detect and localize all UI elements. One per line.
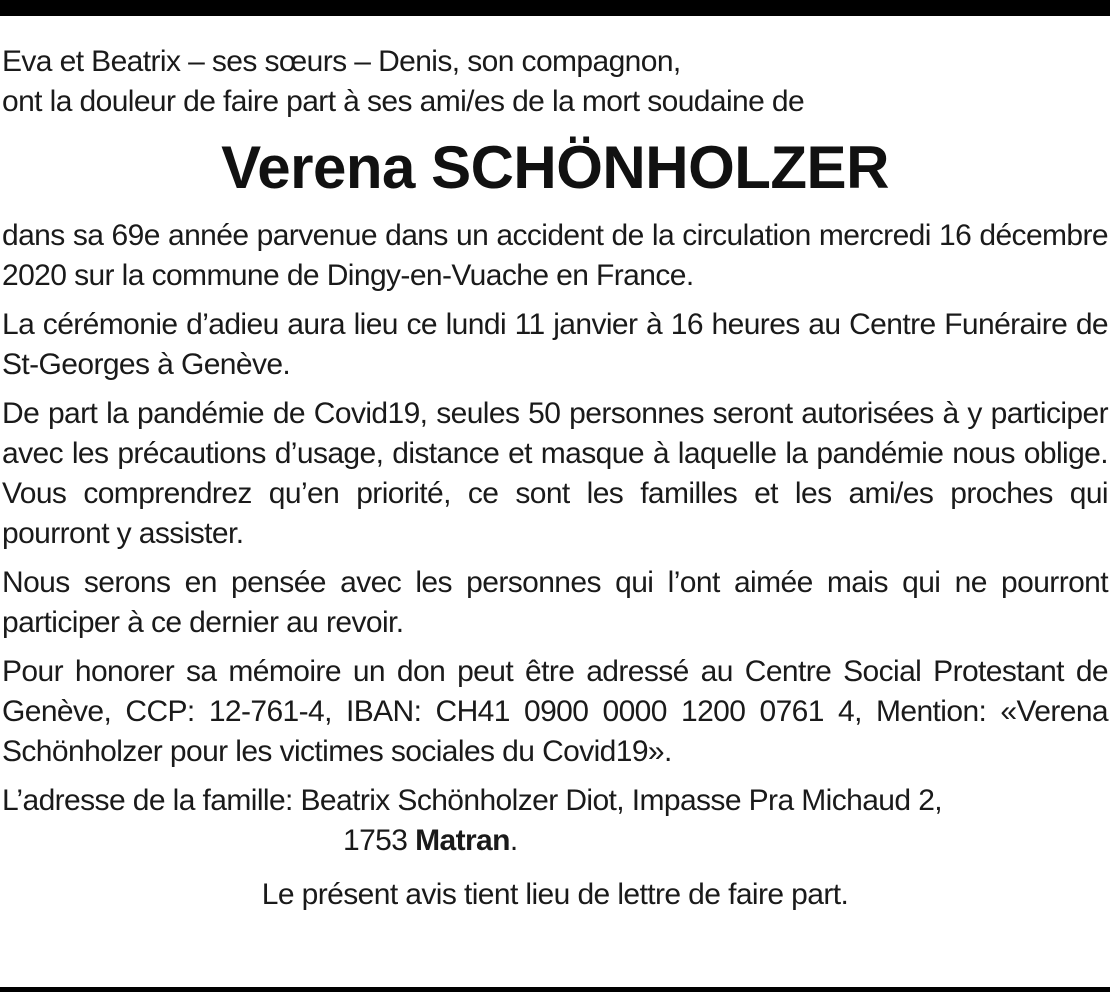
top-border-rule (0, 0, 1110, 16)
address-line-1: L’adresse de la famille: Beatrix Schönholzer Diot, Impasse Pra Michaud 2, (2, 784, 943, 817)
bottom-border-rule (0, 987, 1110, 992)
intro-line-2: ont la douleur de faire part à ses ami/es de la mort soudaine de (2, 85, 805, 118)
paragraph-circumstances: dans sa 69e année parvenue dans un accident de la circulation mercredi 16 décembre 2020 sur la commune de Dingy-en-Vuache en France. (2, 219, 1108, 292)
paragraph-covid: De part la pandémie de Covid19, seules 50 personnes seront autorisées à y participer avec les précautions d’usage, distance et masque à laquelle la pandémie nous oblige. Vous comprendrez qu’en priorité, ce sont les familles et les ami/es proches qui pourront y assister. (2, 397, 1108, 550)
deceased-name: Verena SCHÖNHOLZER (221, 134, 889, 201)
address-suffix: . (509, 824, 518, 857)
paragraph-ceremony: La cérémonie d’adieu aura lieu ce lundi 11 janvier à 16 heures au Centre Funéraire de St-Georges à Genève. (2, 308, 1108, 381)
closing-statement: Le présent avis tient lieu de lettre de faire part. (261, 878, 849, 911)
intro-block (2, 42, 1108, 122)
address-city: Matran (415, 824, 510, 857)
obituary-notice (2, 42, 1108, 915)
paragraph-thoughts: Nous serons en pensée avec les personnes qui l’ont aimée mais qui ne pourront participer à ce dernier au revoir. (2, 566, 1108, 639)
intro-line-1: Eva et Beatrix – ses sœurs – Denis, son compagnon, (2, 45, 681, 78)
address-line-2 (2, 821, 1108, 861)
address-postcode: 1753 (343, 824, 408, 857)
paragraph-donation: Pour honorer sa mémoire un don peut être adressé au Centre Social Protestant de Genève, CCP: 12-761-4, IBAN: CH41 0900 0000 1200 0761 4, Mention: «Verena Schönholzer pour les victimes sociales du Covid19». (2, 655, 1108, 768)
family-address (2, 781, 1108, 861)
